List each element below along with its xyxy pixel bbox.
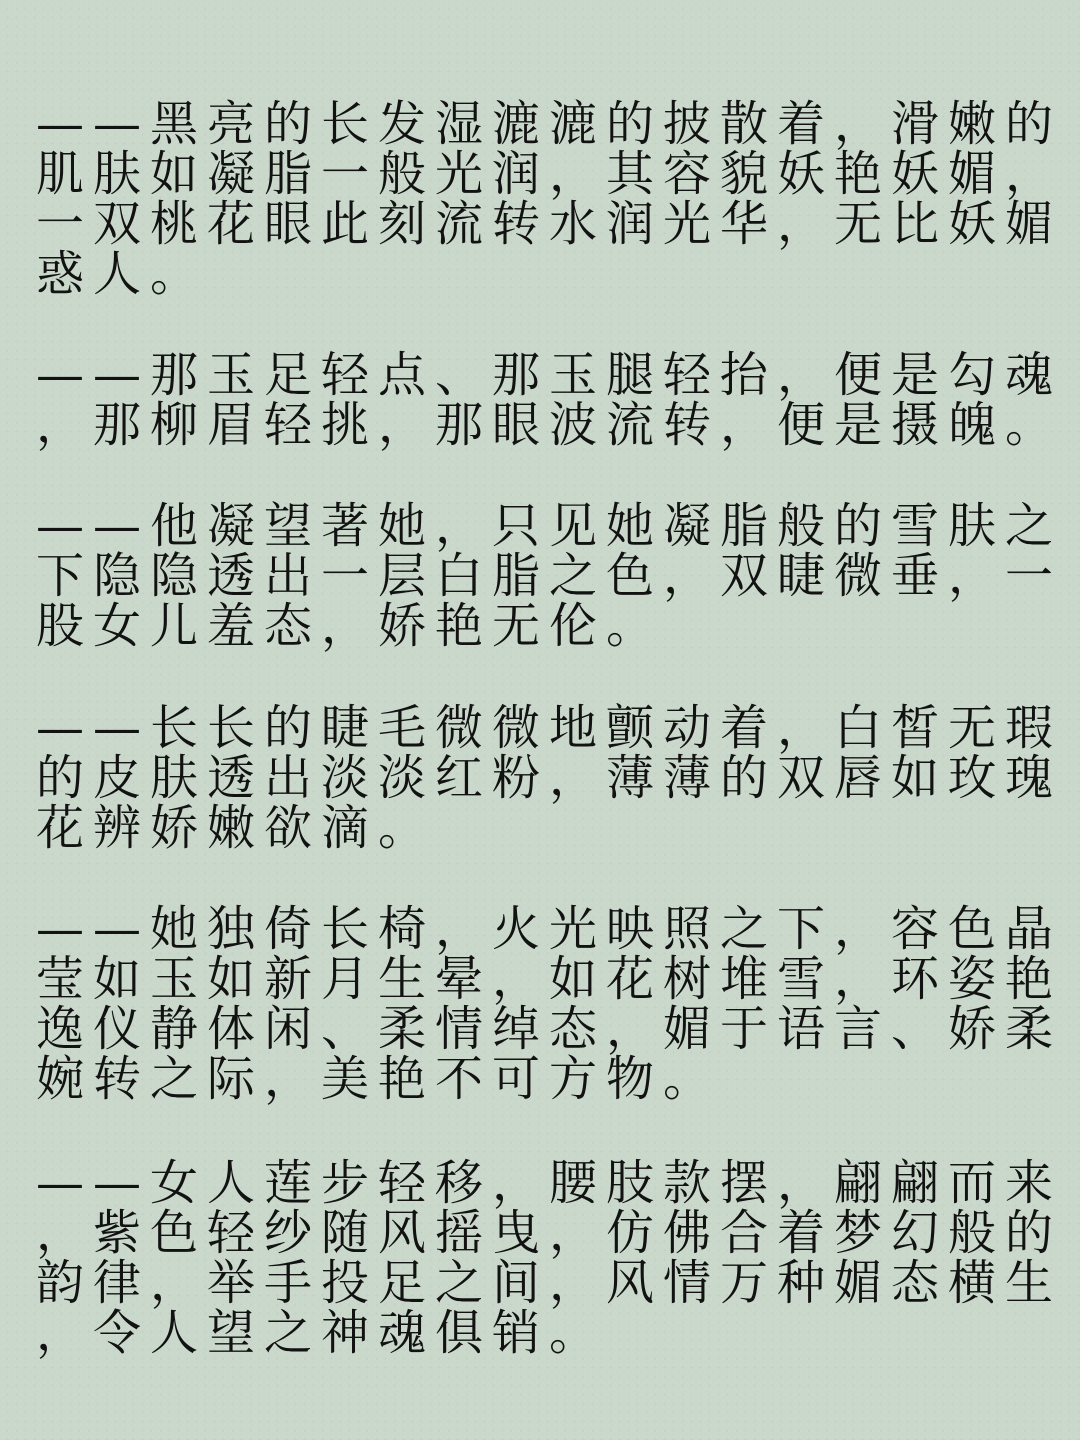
paragraph-1 xyxy=(36,96,1063,302)
paragraph-line: 花辨娇嫩欲滴。 xyxy=(36,800,436,856)
paragraph-line: ，紫色轻纱随风摇曳，仿佛合着梦幻般的 xyxy=(36,1205,1063,1261)
paragraph-line: 股女儿羞态，娇艳无伦。 xyxy=(36,598,664,654)
paragraph-line: 婉转之际，美艳不可方物。 xyxy=(36,1051,721,1107)
paragraph-3 xyxy=(36,498,1063,654)
paragraph-line: ——他凝望著她，只见她凝脂般的雪肤之 xyxy=(36,498,1063,554)
paragraph-2 xyxy=(36,347,1063,453)
paragraph-6 xyxy=(36,1155,1063,1361)
paragraph-line: ，那柳眉轻挑，那眼波流转，便是摄魄。 xyxy=(36,397,1063,453)
paragraph-5 xyxy=(36,901,1063,1107)
paragraph-line: 莹如玉如新月生晕，如花树堆雪，环姿艳 xyxy=(36,951,1063,1007)
paragraph-line: 韵律，举手投足之间，风情万种媚态横生 xyxy=(36,1255,1063,1311)
paragraph-line: ，令人望之神魂俱销。 xyxy=(36,1305,607,1361)
paragraph-line: ——女人莲步轻移，腰肢款摆，翩翩而来 xyxy=(36,1155,1063,1211)
paragraph-line: ——她独倚长椅，火光映照之下，容色晶 xyxy=(36,901,1063,957)
paragraph-line: ——那玉足轻点、那玉腿轻抬，便是勾魂 xyxy=(36,347,1063,403)
paragraph-line: 一双桃花眼此刻流转水润光华，无比妖媚 xyxy=(36,196,1063,252)
paragraph-line: 逸仪静体闲、柔情绰态，媚于语言、娇柔 xyxy=(36,1001,1063,1057)
paragraph-line: ——长长的睫毛微微地颤动着，白皙无瑕 xyxy=(36,700,1063,756)
paragraph-line: ——黑亮的长发湿漉漉的披散着，滑嫩的 xyxy=(36,96,1063,152)
paragraph-line: 的皮肤透出淡淡红粉，薄薄的双唇如玫瑰 xyxy=(36,750,1063,806)
paragraph-line: 下隐隐透出一层白脂之色，双睫微垂，一 xyxy=(36,548,1063,604)
paragraph-line: 惑人。 xyxy=(36,246,208,302)
paragraph-4 xyxy=(36,700,1063,856)
paragraph-line: 肌肤如凝脂一般光润，其容貌妖艳妖媚， xyxy=(36,146,1063,202)
